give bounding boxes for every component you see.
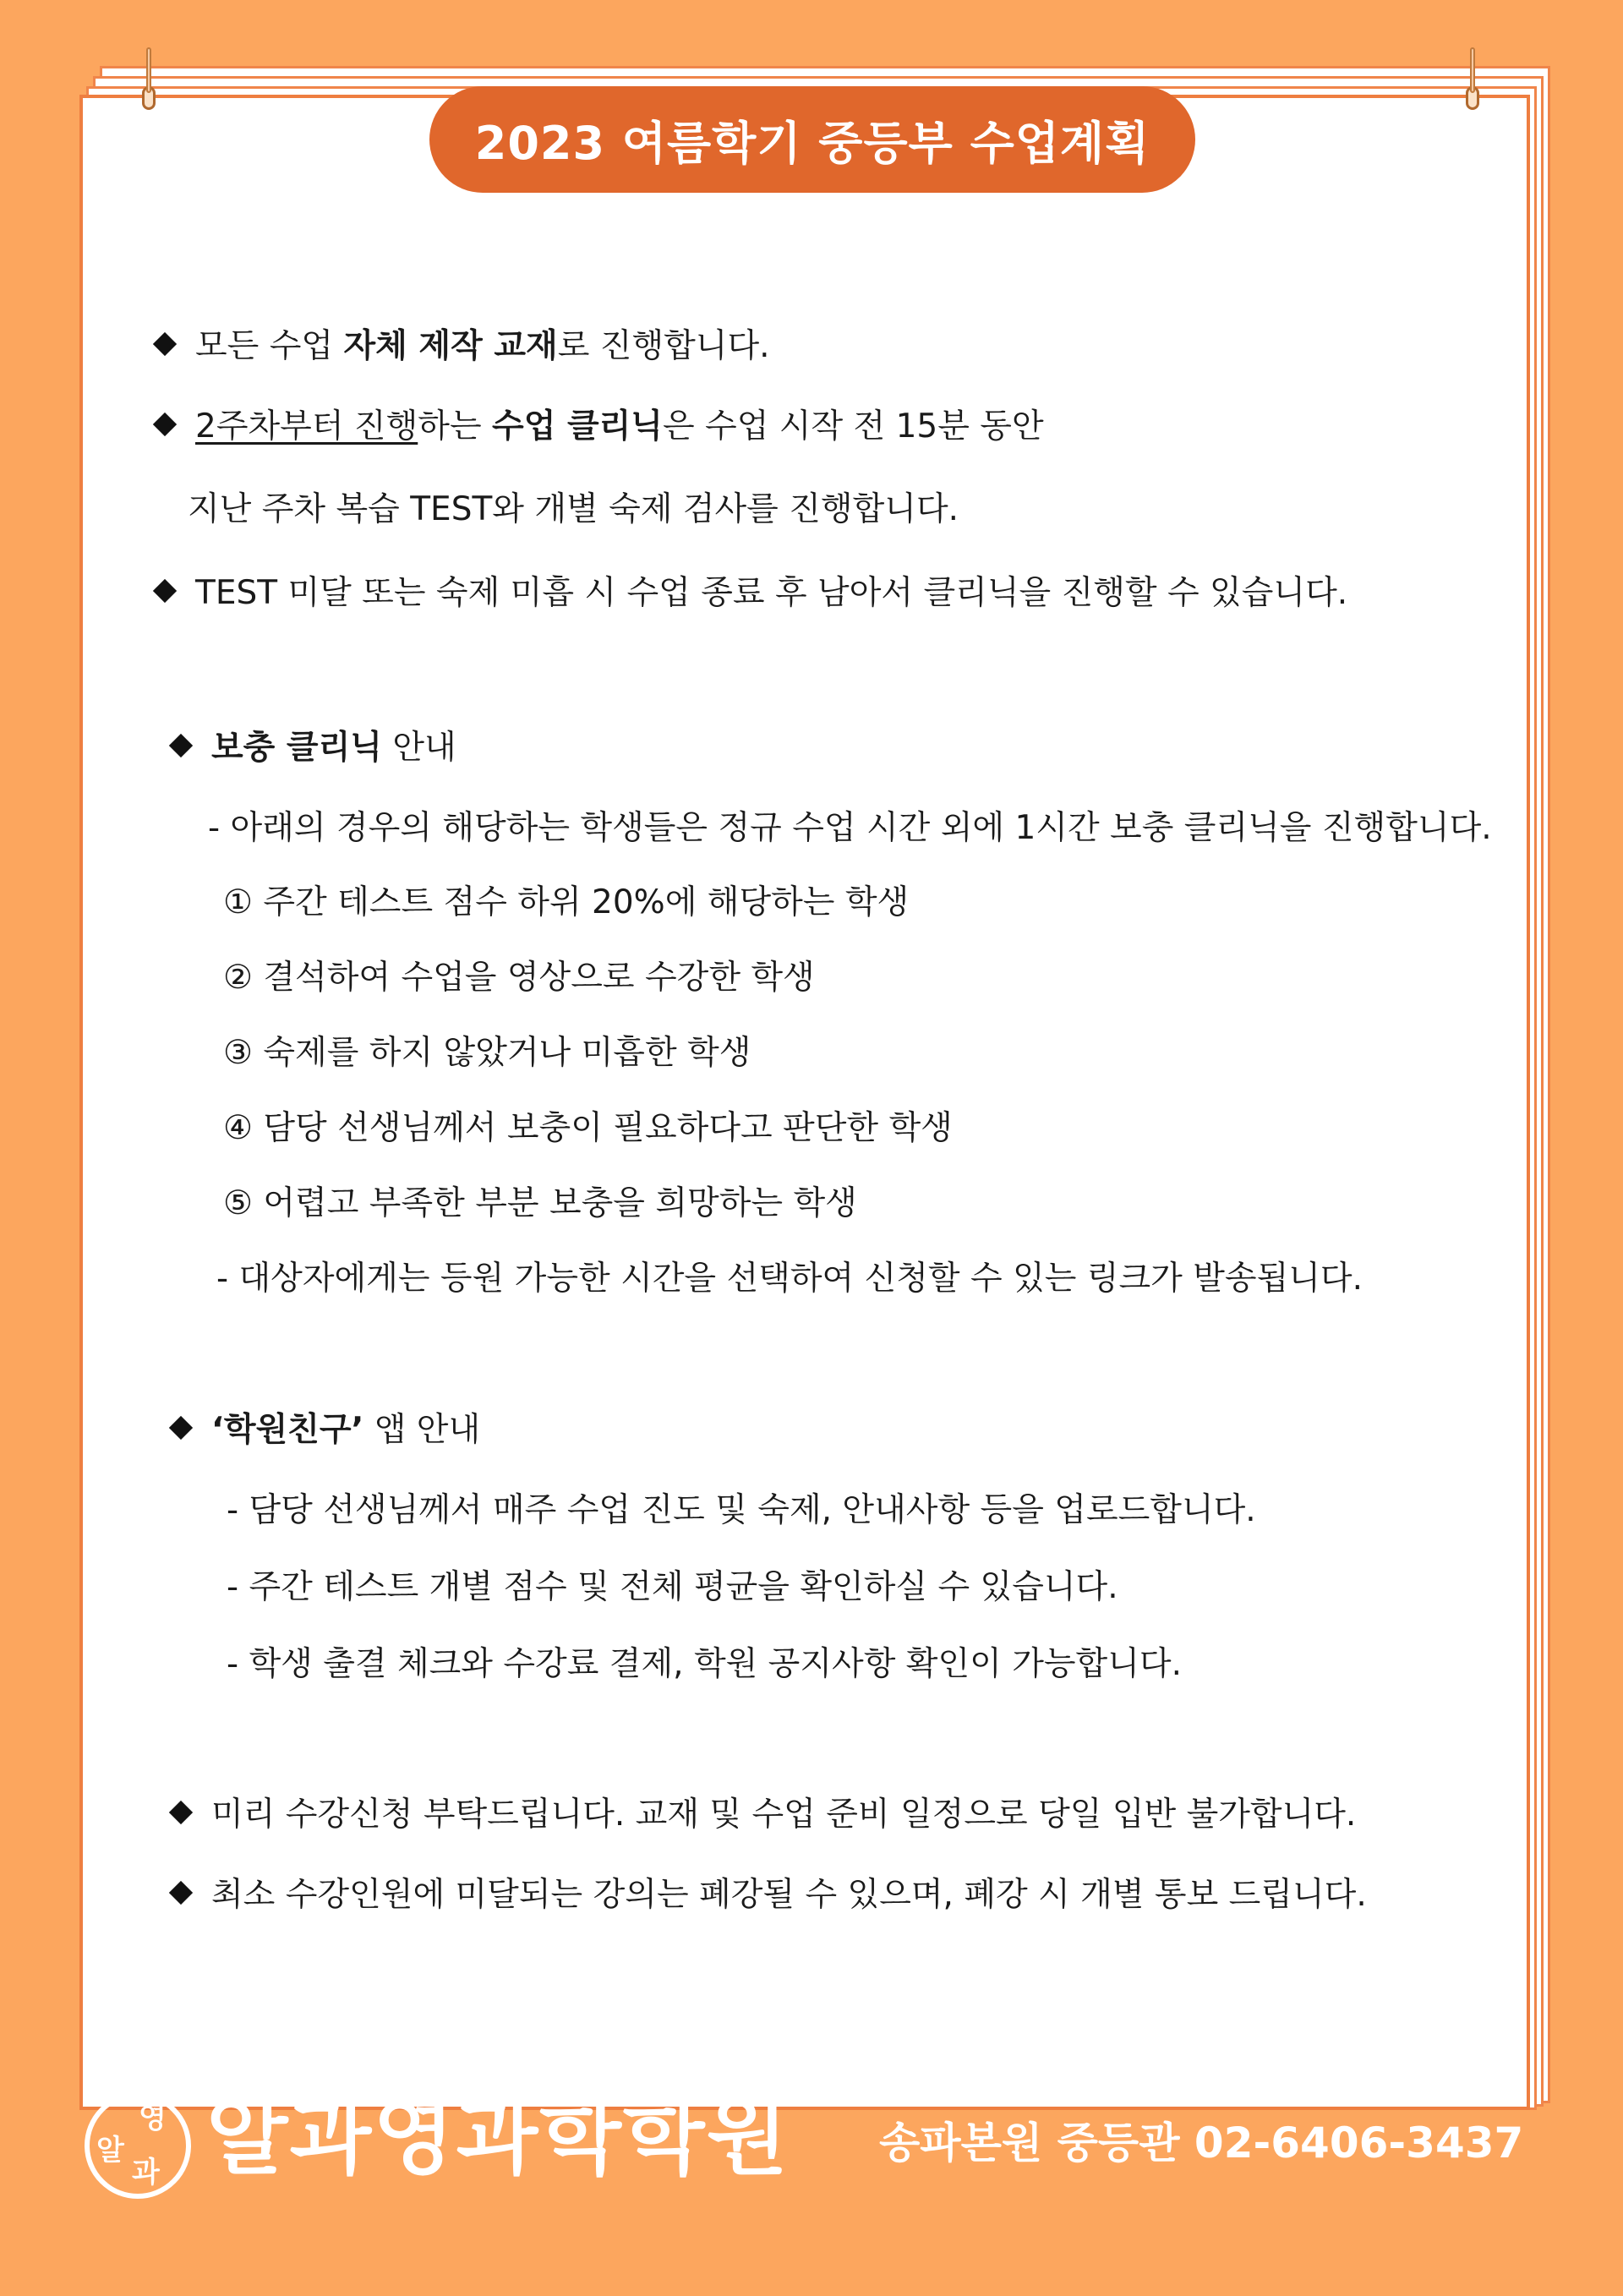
app-item: - 주간 테스트 개별 점수 및 전체 평균을 확인하실 수 있습니다. bbox=[227, 1568, 1118, 1606]
diamond-bullet-icon bbox=[153, 579, 177, 603]
diamond-bullet-icon bbox=[153, 332, 177, 356]
binder-pin-icon bbox=[1466, 47, 1479, 113]
rule-clinic-continued: 지난 주차 복습 TEST와 개별 숙제 검사를 진행합니다. bbox=[188, 490, 959, 528]
clinic-item: ③ 숙제를 하지 않았거나 미흡한 학생 bbox=[223, 1034, 751, 1072]
clinic-item: ⑤ 어렵고 부족한 부분 보충을 희망하는 학생 bbox=[223, 1184, 857, 1222]
notice-registration: 미리 수강신청 부탁드립니다. 교재 및 수업 준비 일정으로 당일 입반 불가합니다. bbox=[172, 1798, 1356, 1831]
clinic-item: ④ 담당 선생님께서 보충이 필요하다고 판단한 학생 bbox=[223, 1109, 953, 1147]
page-title: 2023 여름학기 중등부 수업계획 bbox=[429, 86, 1195, 193]
clinic-item: ① 주간 테스트 점수 하위 20%에 해당하는 학생 bbox=[223, 883, 910, 921]
rule-textbook: 모든 수업 자체 제작 교재로 진행합니다. bbox=[156, 330, 770, 363]
rule-clinic: 2주차부터 진행하는 수업 클리닉은 수업 시작 전 15분 동안 bbox=[156, 410, 1044, 443]
diamond-bullet-icon bbox=[169, 1801, 193, 1824]
clinic-item: ② 결석하여 수업을 영상으로 수강한 학생 bbox=[223, 959, 815, 997]
clinic-intro: - 아래의 경우의 해당하는 학생들은 정규 수업 시간 외에 1시간 보충 클리닉을 진행합니다. bbox=[208, 809, 1492, 847]
app-item: - 학생 출결 체크와 수강료 결제, 학원 공지사항 확인이 가능합니다. bbox=[227, 1645, 1182, 1683]
diamond-bullet-icon bbox=[169, 1881, 193, 1905]
binder-pin-icon bbox=[142, 47, 156, 113]
clinic-note: - 대상자에게는 등원 가능한 시간을 선택하여 신청할 수 있는 링크가 발송됩니다. bbox=[216, 1260, 1363, 1298]
diamond-bullet-icon bbox=[169, 734, 193, 757]
academy-logo-icon: 영 알 과 bbox=[85, 2092, 191, 2199]
academy-name: 알과영과학학원 bbox=[206, 2087, 790, 2186]
notice-cancellation: 최소 수강인원에 미달되는 강의는 폐강될 수 있으며, 폐강 시 개별 통보 드립니다. bbox=[172, 1878, 1367, 1911]
rule-test-fail: TEST 미달 또는 숙제 미흡 시 수업 종료 후 남아서 클리닉을 진행할 수 있습니다. bbox=[156, 577, 1347, 610]
diamond-bullet-icon bbox=[169, 1416, 193, 1440]
diamond-bullet-icon bbox=[153, 413, 177, 436]
clinic-heading: 보충 클리닉 안내 bbox=[172, 731, 456, 764]
app-item: - 담당 선생님께서 매주 수업 진도 및 숙제, 안내사항 등을 업로드합니다. bbox=[227, 1491, 1256, 1529]
app-heading: ‘학원친구’ 앱 안내 bbox=[172, 1413, 480, 1446]
branch-contact: 송파본원 중등관 02-6406-3437 bbox=[879, 2118, 1524, 2168]
